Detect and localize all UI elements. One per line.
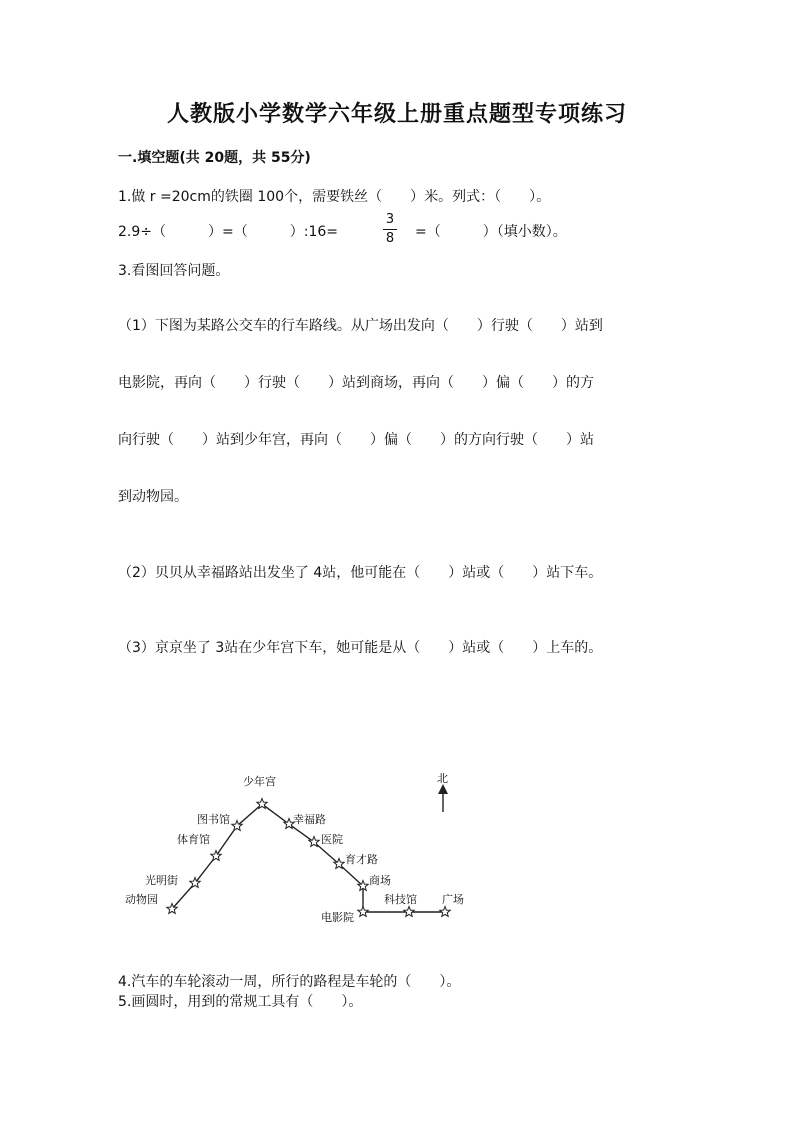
fraction-numerator: 3 <box>385 212 395 227</box>
station-label: 体育馆 <box>177 833 210 846</box>
question-3-3: （3）京京坐了 3站在少年宫下车，她可能是从（ ）站或（ ）上车的。 <box>118 640 603 656</box>
question-2-left: 2.9÷（ ）=（ ）:16= <box>118 224 338 240</box>
question-3-1-line-3: 向行驶（ ）站到少年宫，再向（ ）偏（ ）的方向行驶（ ）站 <box>118 432 594 448</box>
station-label: 商场 <box>369 874 391 887</box>
station-label: 育才路 <box>345 853 378 866</box>
north-label: 北 <box>437 772 448 785</box>
question-3-1-line-1: （1）下图为某路公交车的行车路线。从广场出发向（ ）行驶（ ）站到 <box>118 318 603 334</box>
north-arrow <box>437 772 448 812</box>
station-label: 医院 <box>321 833 343 846</box>
station-label: 广场 <box>442 893 464 906</box>
question-3-2: （2）贝贝从幸福路站出发坐了 4站，他可能在（ ）站或（ ）站下车。 <box>118 565 603 581</box>
station-labels <box>125 774 464 924</box>
station-label: 科技馆 <box>384 893 417 906</box>
question-5: 5.画圆时，用到的常规工具有（ ）。 <box>118 994 363 1010</box>
question-2-right: =（ ）（填小数）。 <box>415 224 567 240</box>
question-3: 3.看图回答问题。 <box>118 263 230 279</box>
question-4: 4.汽车的车轮滚动一周，所行的路程是车轮的（ ）。 <box>118 974 461 990</box>
station-label: 电影院 <box>321 911 354 924</box>
station-label: 光明街 <box>145 874 178 887</box>
question-1: 1.做 r =20cm的铁圈 100个，需要铁丝（ ）米。列式：（ ）。 <box>118 189 551 205</box>
fraction-denominator: 8 <box>385 231 395 246</box>
station-star-icon <box>440 907 450 917</box>
question-3-1-line-2: 电影院，再向（ ）行驶（ ）站到商场，再向（ ）偏（ ）的方 <box>118 375 594 391</box>
question-3-1-line-4: 到动物园。 <box>118 489 188 505</box>
station-label: 图书馆 <box>197 813 230 826</box>
section-heading: 一.填空题(共 20题，共 55分) <box>118 150 311 166</box>
page-title: 人教版小学数学六年级上册重点题型专项练习 <box>166 101 627 127</box>
station-star-icon <box>358 907 368 917</box>
station-label: 幸福路 <box>293 813 326 826</box>
station-star-icon <box>404 907 414 917</box>
station-label: 少年宫 <box>243 775 276 788</box>
station-label: 动物园 <box>125 893 158 906</box>
